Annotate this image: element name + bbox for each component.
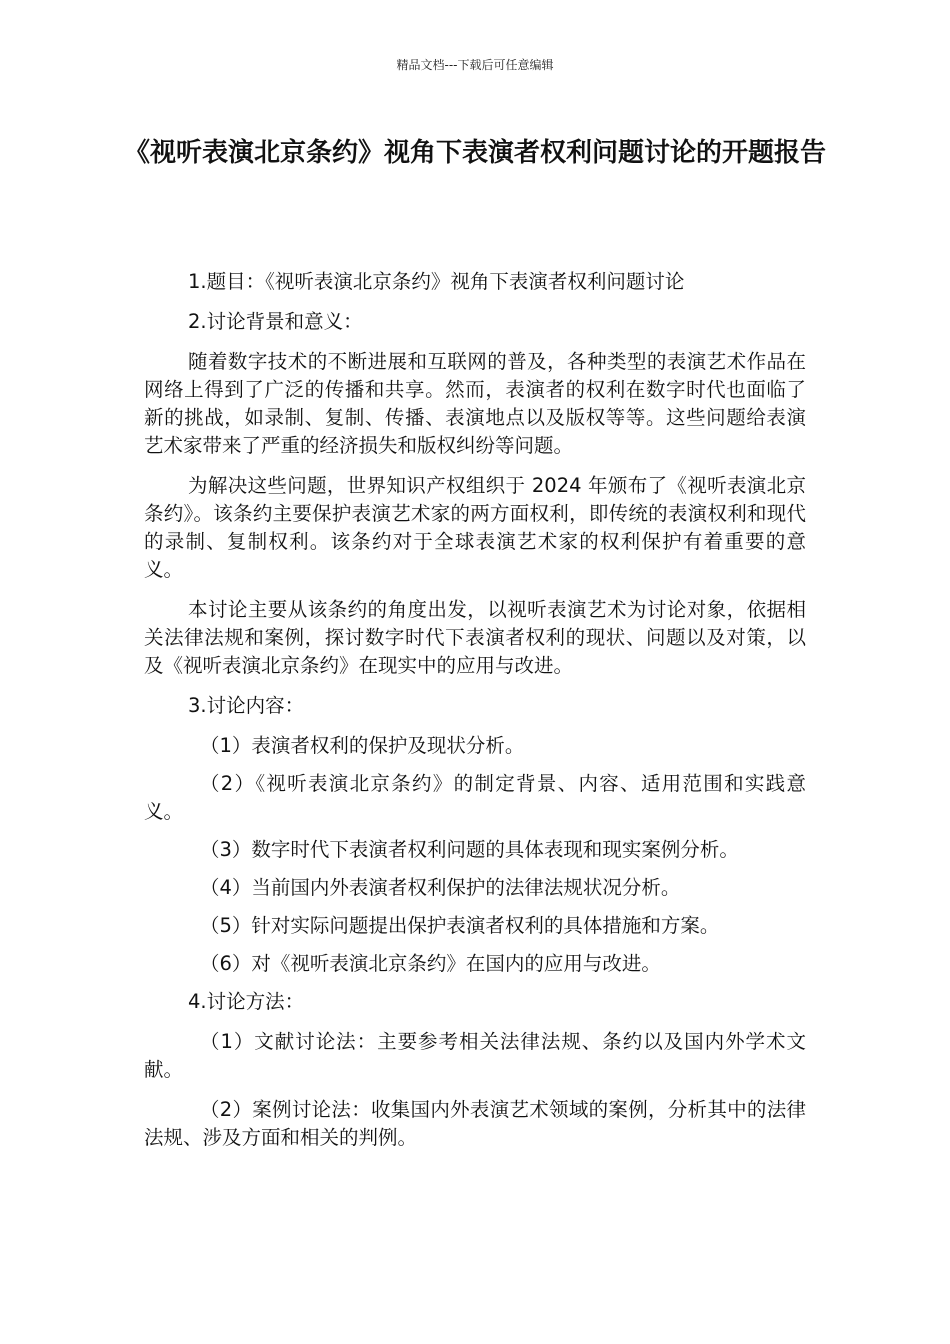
content-heading: 3.讨论内容： — [188, 694, 305, 717]
content-list-item: （2）《视听表演北京条约》的制定背景、内容、适用范围和实践意义。 — [144, 772, 806, 823]
content-list-item: （6）对《视听表演北京条约》在国内的应用与改进。 — [200, 952, 661, 975]
background-paragraph: 为解决这些问题，世界知识产权组织于 2024 年颁布了《视听表演北京条约》。该条约主要保护表演艺术家的两方面权利，即传统的表演权利和现代的录制、复制权利。该条约对于全球表演艺术家的权利保护有着重要的意义。 — [144, 474, 806, 581]
topic-line: 1.题目：《视听表演北京条约》视角下表演者权利问题讨论 — [188, 270, 685, 293]
page-header-watermark: 精品文档---下载后可任意编辑 — [396, 58, 554, 72]
content-list-item: （3）数字时代下表演者权利问题的具体表现和现实案例分析。 — [200, 838, 739, 861]
content-list-item: （4）当前国内外表演者权利保护的法律法规状况分析。 — [200, 876, 681, 899]
method-list-item: （2）案例讨论法：收集国内外表演艺术领域的案例，分析其中的法律法规、涉及方面和相关的判例。 — [144, 1098, 806, 1149]
method-heading: 4.讨论方法： — [188, 990, 305, 1013]
background-heading: 2.讨论背景和意义： — [188, 310, 363, 333]
content-list-item: （5）针对实际问题提出保护表演者权利的具体措施和方案。 — [200, 914, 720, 937]
background-paragraph: 随着数字技术的不断进展和互联网的普及，各种类型的表演艺术作品在网络上得到了广泛的传播和共享。然而，表演者的权利在数字时代也面临了新的挑战，如录制、复制、传播、表演地点以及版权等等。这些问题给表演艺术家带来了严重的经济损失和版权纠纷等问题。 — [144, 350, 806, 457]
document-title: 《视听表演北京条约》视角下表演者权利问题讨论的开题报告 — [123, 138, 826, 168]
content-list-item: （1）表演者权利的保护及现状分析。 — [200, 734, 525, 757]
background-paragraph: 本讨论主要从该条约的角度出发，以视听表演艺术为讨论对象，依据相关法律法规和案例，探讨数字时代下表演者权利的现状、问题以及对策，以及《视听表演北京条约》在现实中的应用与改进。 — [144, 598, 806, 677]
method-list-item: （1）文献讨论法：主要参考相关法律法规、条约以及国内外学术文献。 — [144, 1030, 806, 1081]
document-body — [144, 268, 806, 1164]
